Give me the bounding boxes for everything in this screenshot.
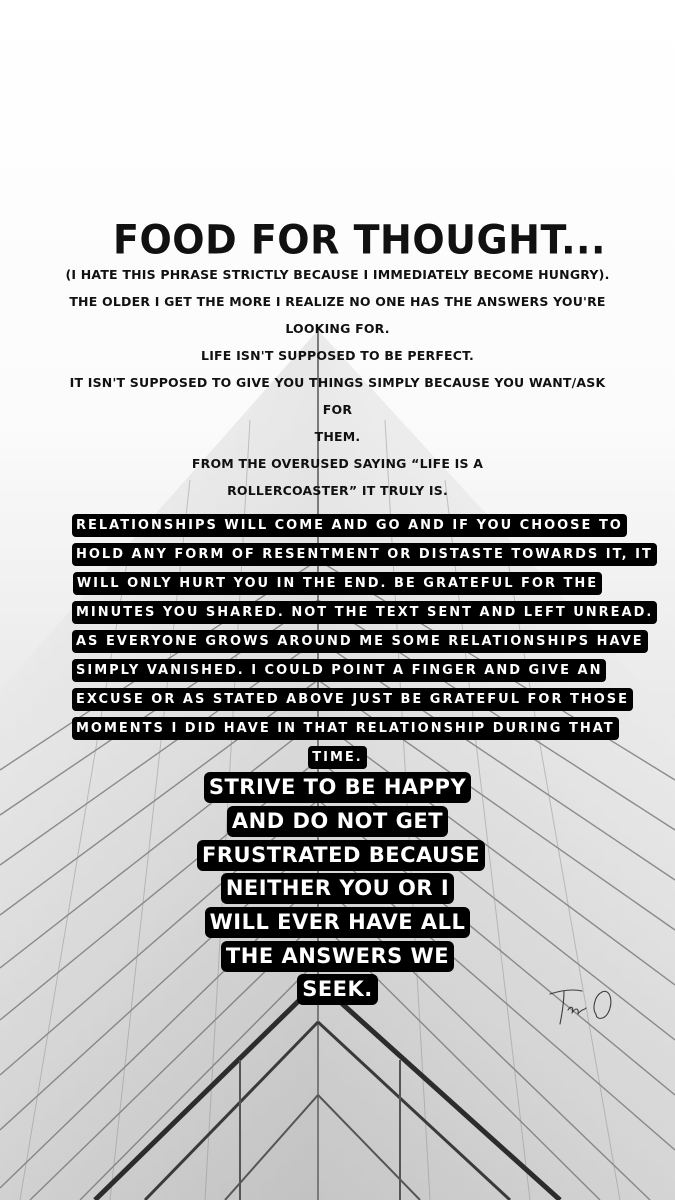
highlighted-line: RELATIONSHIPS WILL COME AND GO AND IF YOU CHOOSE TO bbox=[72, 514, 627, 537]
big-quote-block bbox=[197, 771, 481, 1007]
handwritten-signature bbox=[548, 980, 628, 1030]
plain-line: (I HATE THIS PHRASE STRICTLY BECAUSE I IMMEDIATELY BECOME HUNGRY). bbox=[65, 267, 610, 282]
big-quote-line: THE ANSWERS WE bbox=[221, 941, 454, 972]
highlighted-line: TIME. bbox=[308, 746, 366, 769]
plain-line: THE OLDER I GET THE MORE I REALIZE NO ONE HAS THE ANSWERS YOU'RE bbox=[69, 294, 606, 309]
plain-text-block bbox=[60, 261, 615, 504]
highlighted-line: WILL ONLY HURT YOU IN THE END. BE GRATEFUL FOR THE bbox=[73, 572, 602, 595]
plain-line: IT ISN'T SUPPOSED TO GIVE YOU THINGS SIMPLY BECAUSE YOU WANT/ASK FOR bbox=[69, 375, 606, 417]
highlighted-line: MINUTES YOU SHARED. NOT THE TEXT SENT AND LEFT UNREAD. bbox=[72, 601, 657, 624]
highlighted-line: EXCUSE OR AS STATED ABOVE JUST BE GRATEFUL FOR THOSE bbox=[72, 688, 633, 711]
big-quote-line: AND DO NOT GET bbox=[227, 806, 448, 837]
plain-line: LOOKING FOR. bbox=[285, 321, 390, 336]
highlighted-line: HOLD ANY FORM OF RESENTMENT OR DISTASTE TOWARDS IT, IT bbox=[72, 543, 657, 566]
plain-line: ROLLERCOASTER” IT TRULY IS. bbox=[227, 483, 448, 498]
big-quote-line: STRIVE TO BE HAPPY bbox=[204, 772, 471, 803]
highlighted-line: AS EVERYONE GROWS AROUND ME SOME RELATIONSHIPS HAVE bbox=[72, 630, 648, 653]
highlighted-line: SIMPLY VANISHED. I COULD POINT A FINGER AND GIVE AN bbox=[72, 659, 606, 682]
highlighted-text-block bbox=[72, 511, 654, 772]
story-title: FOOD FOR THOUGHT... bbox=[113, 216, 606, 264]
plain-line: LIFE ISN'T SUPPOSED TO BE PERFECT. bbox=[201, 348, 474, 363]
big-quote-line: SEEK. bbox=[297, 974, 378, 1005]
highlighted-line: MOMENTS I DID HAVE IN THAT RELATIONSHIP DURING THAT bbox=[72, 717, 619, 740]
big-quote-line: FRUSTRATED BECAUSE bbox=[197, 840, 485, 871]
big-quote-line: NEITHER YOU OR I bbox=[221, 873, 454, 904]
plain-line: FROM THE OVERUSED SAYING “LIFE IS A bbox=[191, 456, 484, 471]
plain-line: THEM. bbox=[314, 429, 361, 444]
big-quote-line: WILL EVER HAVE ALL bbox=[205, 907, 471, 938]
